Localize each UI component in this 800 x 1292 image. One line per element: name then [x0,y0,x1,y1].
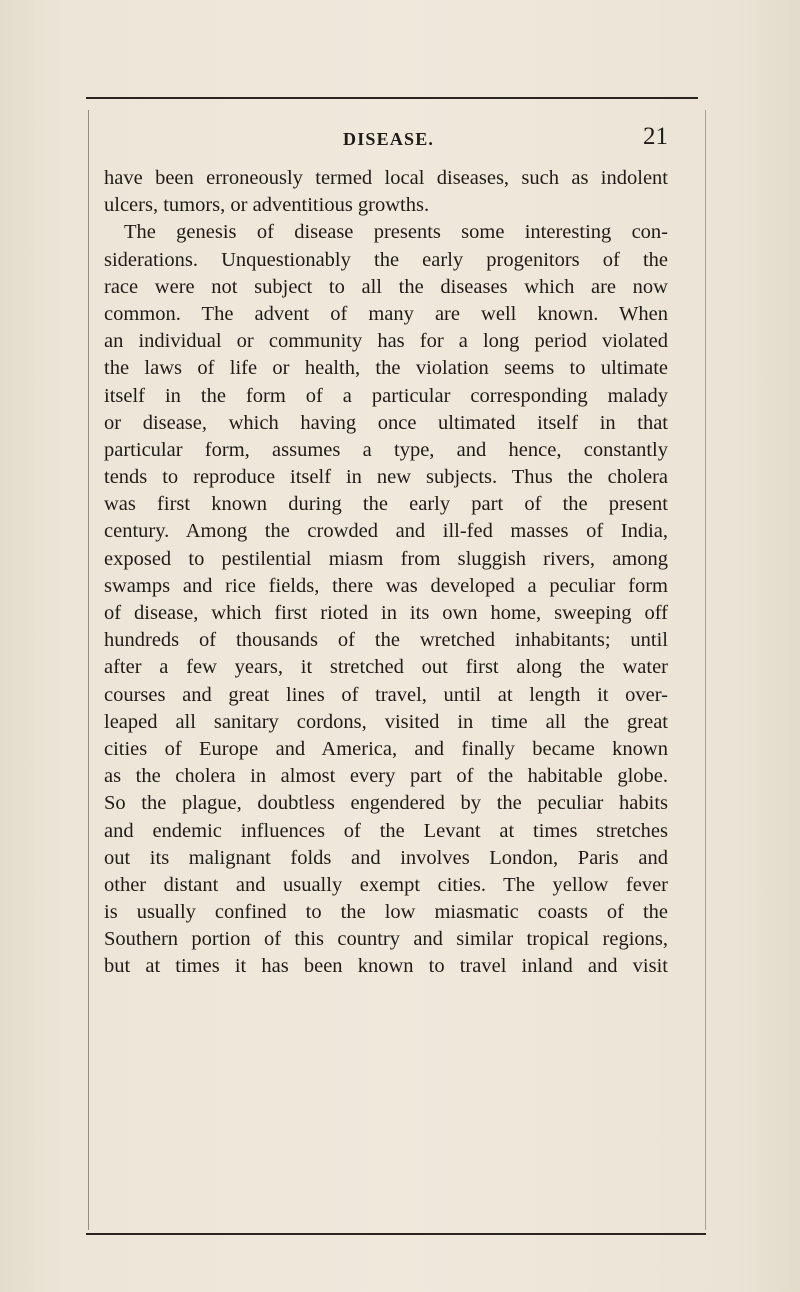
text-line: courses and great lines of travel, until at length it over- [104,683,668,706]
text-line: and endemic influences of the Levant at times stretches [104,819,668,842]
running-head: DISEASE. [343,129,435,149]
right-margin-rule [705,110,706,1230]
text-line: of disease, which first rioted in its own home, sweeping off [104,602,668,624]
text-line: exposed to pestilential miasm from sluggish rivers, among [104,547,668,570]
page-number: 21 [643,123,668,150]
text-line: leaped all sanitary cordons, visited in time all the great [104,710,668,733]
text-line: an individual or community has for a long period violated [104,330,668,353]
text-line: cities of Europe and America, and finally became known [104,737,668,760]
text-line: The genesis of disease presents some interesting con- [124,221,668,244]
text-line: particular form, assumes a type, and hence, constantly [104,438,668,461]
text-line: was first known during the early part of the present [104,493,668,516]
text-line: tends to reproduce itself in new subjects. Thus the cholera [104,466,668,489]
text-line: but at times it has been known to travel inland and visit [104,955,668,978]
text-line: century. Among the crowded and ill-fed masses of India, [104,520,668,543]
text-line: out its malignant folds and involves London, Paris and [104,846,668,869]
text-line: siderations. Unquestionably the early progenitors of the [104,248,668,271]
bottom-rule [86,1233,706,1235]
left-margin-rule [88,110,89,1230]
page-header [104,123,668,157]
text-line: So the plague, doubtless engendered by the peculiar habits [104,792,668,815]
text-line: Southern portion of this country and similar tropical regions, [104,928,668,951]
text-line: have been erroneously termed local diseases, such as indolent [104,167,668,189]
text-line: other distant and usually exempt cities. The yellow fever [104,873,668,896]
text-line: or disease, which having once ultimated itself in that [104,411,668,434]
text-line: the laws of life or health, the violation seems to ultimate [104,357,668,380]
body-text [104,165,668,981]
text-line: hundreds of thousands of the wretched inhabitants; until [104,629,668,652]
text-line: after a few years, it stretched out first along the water [104,656,668,679]
text-line: as the cholera in almost every part of the habitable globe. [104,765,668,788]
text-line: swamps and rice fields, there was developed a peculiar form [104,574,668,597]
top-rule [86,97,698,99]
text-line: itself in the form of a particular corresponding malady [104,384,668,407]
text-line: race were not subject to all the diseases which are now [104,275,668,298]
text-line: ulcers, tumors, or adventitious growths. [104,194,430,217]
text-line: is usually confined to the low miasmatic coasts of the [104,901,668,924]
text-line: common. The advent of many are well known. When [104,302,668,325]
